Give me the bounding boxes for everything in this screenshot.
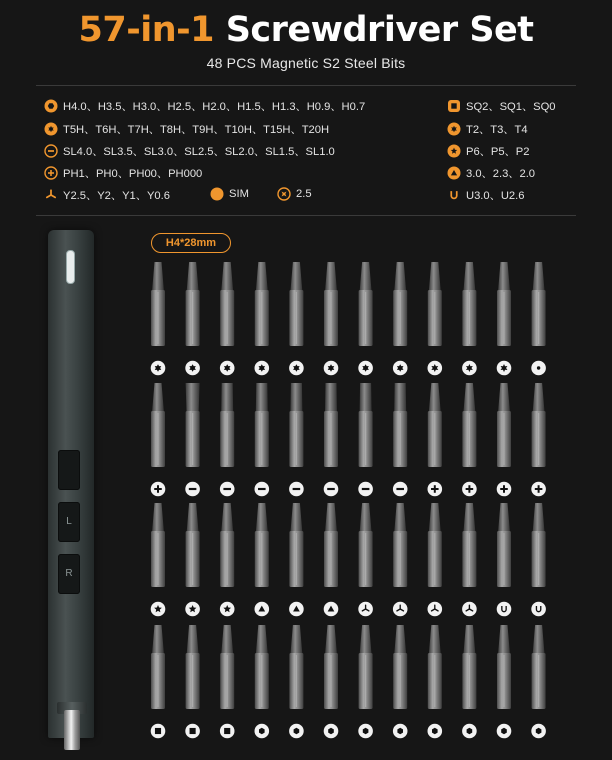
phillips-icon	[531, 482, 546, 497]
screwdriver-bit	[532, 383, 546, 467]
screwdriver-bit	[532, 503, 546, 587]
screwdriver-bit	[289, 625, 303, 709]
pentalobe-icon	[185, 602, 200, 617]
handle-button-left: L	[58, 502, 80, 542]
screwdriver-bit	[255, 503, 269, 587]
legend-text: PH1、PH0、PH00、PH000	[63, 168, 203, 180]
screwdriver-bit	[462, 262, 476, 346]
screwdriver-bit	[532, 625, 546, 709]
screwdriver-bit	[393, 262, 407, 346]
legend-text: H4.0、H3.5、H3.0、H2.5、H2.0、H1.5、H1.3、H0.9、H0.7	[63, 101, 366, 113]
slotted-icon	[393, 482, 408, 497]
screwdriver-bit	[324, 625, 338, 709]
phillips-icon	[462, 482, 477, 497]
screwdriver-bit	[462, 625, 476, 709]
title-highlight: 57-in-1	[78, 10, 215, 50]
slotted-icon	[254, 482, 269, 497]
torx-hole-icon	[185, 361, 200, 376]
legend-text: P6、P5、P2	[466, 146, 530, 158]
screwdriver-bit	[359, 262, 373, 346]
slotted-icon	[324, 482, 339, 497]
torx-star-icon	[462, 361, 477, 376]
torx-hole-icon	[254, 361, 269, 376]
screwdriver-bit	[324, 262, 338, 346]
screwdriver-bit	[428, 383, 442, 467]
u-shape-icon	[531, 602, 546, 617]
triangle-icon	[324, 602, 339, 617]
screwdriver-bit	[151, 262, 165, 346]
screwdriver-bit	[220, 503, 234, 587]
screwdriver-bit	[220, 262, 234, 346]
screwdriver-bit	[220, 625, 234, 709]
phillips-icon	[497, 482, 512, 497]
triangle-icon	[289, 602, 304, 617]
tri-wing-icon	[462, 602, 477, 617]
screwdriver-bit	[186, 503, 200, 587]
torx-star-icon	[497, 361, 512, 376]
slotted-icon	[220, 482, 235, 497]
torx-hole-icon	[358, 361, 373, 376]
screwdriver-bit	[359, 383, 373, 467]
screwdriver-bit	[151, 383, 165, 467]
screwdriver-bit	[393, 383, 407, 467]
screwdriver-bit	[151, 625, 165, 709]
hex-icon	[462, 724, 477, 739]
phillips-icon	[428, 482, 443, 497]
screwdriver-bit	[497, 625, 511, 709]
pentalobe-icon	[220, 602, 235, 617]
screwdriver-bit	[186, 383, 200, 467]
u-shape-icon	[497, 602, 512, 617]
bit-size-badge: H4*28mm	[151, 233, 231, 253]
screwdriver-bit	[289, 383, 303, 467]
triangle-icon	[254, 602, 269, 617]
sim-icon	[531, 361, 546, 376]
screwdriver-bit	[324, 383, 338, 467]
legend-text: 3.0、2.3、2.0	[466, 168, 536, 180]
legend-text: U3.0、U2.6	[466, 190, 525, 202]
screwdriver-bit	[497, 262, 511, 346]
screwdriver-bit	[393, 625, 407, 709]
screwdriver-bit	[186, 262, 200, 346]
tri-wing-icon	[428, 602, 443, 617]
screwdriver-bit	[255, 383, 269, 467]
screwdriver-bit	[532, 262, 546, 346]
screwdriver-bit	[497, 503, 511, 587]
pentalobe-icon	[151, 602, 166, 617]
screwdriver-bit	[462, 503, 476, 587]
torx-hole-icon	[289, 361, 304, 376]
square-icon	[220, 724, 235, 739]
product-subtitle: 48 PCS Magnetic S2 Steel Bits	[206, 55, 406, 71]
legend-text: T5H、T6H、T7H、T8H、T9H、T10H、T15H、T20H	[63, 124, 330, 136]
torx-hole-icon	[393, 361, 408, 376]
slotted-icon	[289, 482, 304, 497]
screwdriver-bit	[462, 383, 476, 467]
screwdriver-bit	[186, 625, 200, 709]
torx-hole-icon	[220, 361, 235, 376]
hex-icon	[531, 724, 546, 739]
slotted-icon	[185, 482, 200, 497]
screwdriver-bit	[428, 625, 442, 709]
hex-icon	[393, 724, 408, 739]
legend-text: Y2.5、Y2、Y1、Y0.6	[63, 190, 170, 202]
screwdriver-bit	[255, 262, 269, 346]
legend-text: SL4.0、SL3.5、SL3.0、SL2.5、SL2.0、SL1.5、SL1.0	[63, 146, 335, 158]
square-icon	[151, 724, 166, 739]
legend-text: SQ2、SQ1、SQ0	[466, 101, 556, 113]
screwdriver-bit	[428, 503, 442, 587]
screwdriver-bit	[359, 503, 373, 587]
hex-icon	[324, 724, 339, 739]
screwdriver-bit	[393, 503, 407, 587]
slotted-icon	[358, 482, 373, 497]
torx-hole-icon	[324, 361, 339, 376]
screwdriver-bit	[151, 503, 165, 587]
screwdriver-bit	[324, 503, 338, 587]
hex-icon	[254, 724, 269, 739]
hex-icon	[358, 724, 373, 739]
screwdriver-bit	[497, 383, 511, 467]
torx-hole-icon	[151, 361, 166, 376]
screwdriver-bit	[220, 383, 234, 467]
torx-star-icon	[428, 361, 443, 376]
screwdriver-bit	[289, 262, 303, 346]
square-icon	[185, 724, 200, 739]
hex-icon	[428, 724, 443, 739]
title-text: Screwdriver Set	[225, 10, 534, 50]
legend-text: T2、T3、T4	[466, 124, 528, 136]
screwdriver-bit	[428, 262, 442, 346]
handle-button-right: R	[58, 554, 80, 594]
tri-wing-icon	[358, 602, 373, 617]
screwdriver-bit	[289, 503, 303, 587]
screwdriver-bit	[359, 625, 373, 709]
hex-icon	[289, 724, 304, 739]
phillips-icon	[151, 482, 166, 497]
tri-wing-icon	[393, 602, 408, 617]
hex-icon	[497, 724, 512, 739]
legend-text: 2.5	[296, 188, 312, 200]
screwdriver-bit	[255, 625, 269, 709]
legend-text: SIM	[229, 188, 249, 200]
